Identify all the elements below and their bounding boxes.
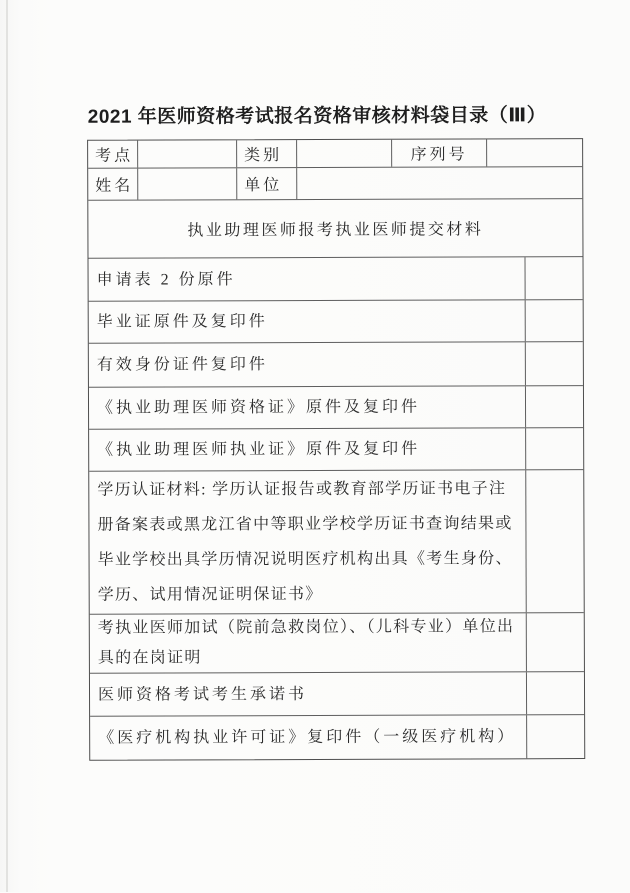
name-value-cell	[138, 168, 237, 199]
material-row	[89, 257, 583, 302]
material-row	[90, 715, 584, 760]
material-check-cell	[525, 257, 582, 299]
material-row	[90, 613, 584, 674]
exam-site-value-cell	[138, 140, 237, 167]
material-item-text: 毕业证原件及复印件	[89, 300, 526, 343]
material-item-text: 考执业医师加试（院前急救岗位）、（儿科专业）单位出具的在岗证明	[90, 613, 527, 673]
material-check-cell	[526, 342, 583, 385]
material-item-text: 《医疗机构执业许可证》复印件（一级医疗机构）	[90, 715, 527, 760]
material-check-cell	[526, 428, 583, 469]
unit-label: 单位	[237, 168, 297, 199]
header-row-2	[88, 167, 582, 201]
material-item-text: 《执业助理医师资格证》原件及复印件	[89, 386, 526, 429]
material-row	[89, 386, 583, 430]
material-item-text: 申请表 2 份原件	[89, 257, 526, 301]
material-check-cell	[527, 672, 584, 714]
material-row	[89, 342, 583, 388]
material-row	[89, 300, 583, 344]
name-label: 姓名	[88, 169, 138, 200]
material-check-cell	[526, 386, 583, 427]
materials-checklist-table	[87, 138, 585, 761]
category-value-cell	[297, 140, 392, 167]
material-check-cell	[526, 470, 583, 612]
serial-number-value-cell	[487, 139, 582, 166]
material-row	[90, 672, 584, 717]
material-row	[89, 428, 583, 472]
material-item-text: 有效身份证件复印件	[89, 342, 526, 387]
material-item-text: 《执业助理医师执业证》原件及复印件	[89, 428, 526, 471]
header-row-1	[88, 139, 582, 169]
material-row	[89, 470, 583, 615]
material-check-cell	[526, 300, 583, 341]
unit-value-cell	[297, 167, 582, 199]
material-check-cell	[527, 715, 584, 758]
exam-site-label: 考点	[88, 141, 138, 168]
section-header-row	[88, 199, 582, 259]
material-item-text: 医师资格考试考生承诺书	[90, 672, 527, 716]
category-label: 类别	[237, 140, 297, 167]
material-check-cell	[527, 613, 584, 671]
serial-number-label: 序列号	[392, 139, 487, 166]
document-title: 2021 年医师资格考试报名资格审核材料袋目录（Ⅲ）	[87, 105, 547, 128]
section-header: 执业助理医师报考执业医师提交材料	[187, 221, 484, 240]
material-item-text: 学历认证材料: 学历认证报告或教育部学历证书电子注册备案表或黑龙江省中等职业学校学历证书查询结果或毕业学校出具学历情况说明医疗机构出具《考生身份、学历、试用情况证明保证书》	[89, 470, 526, 614]
